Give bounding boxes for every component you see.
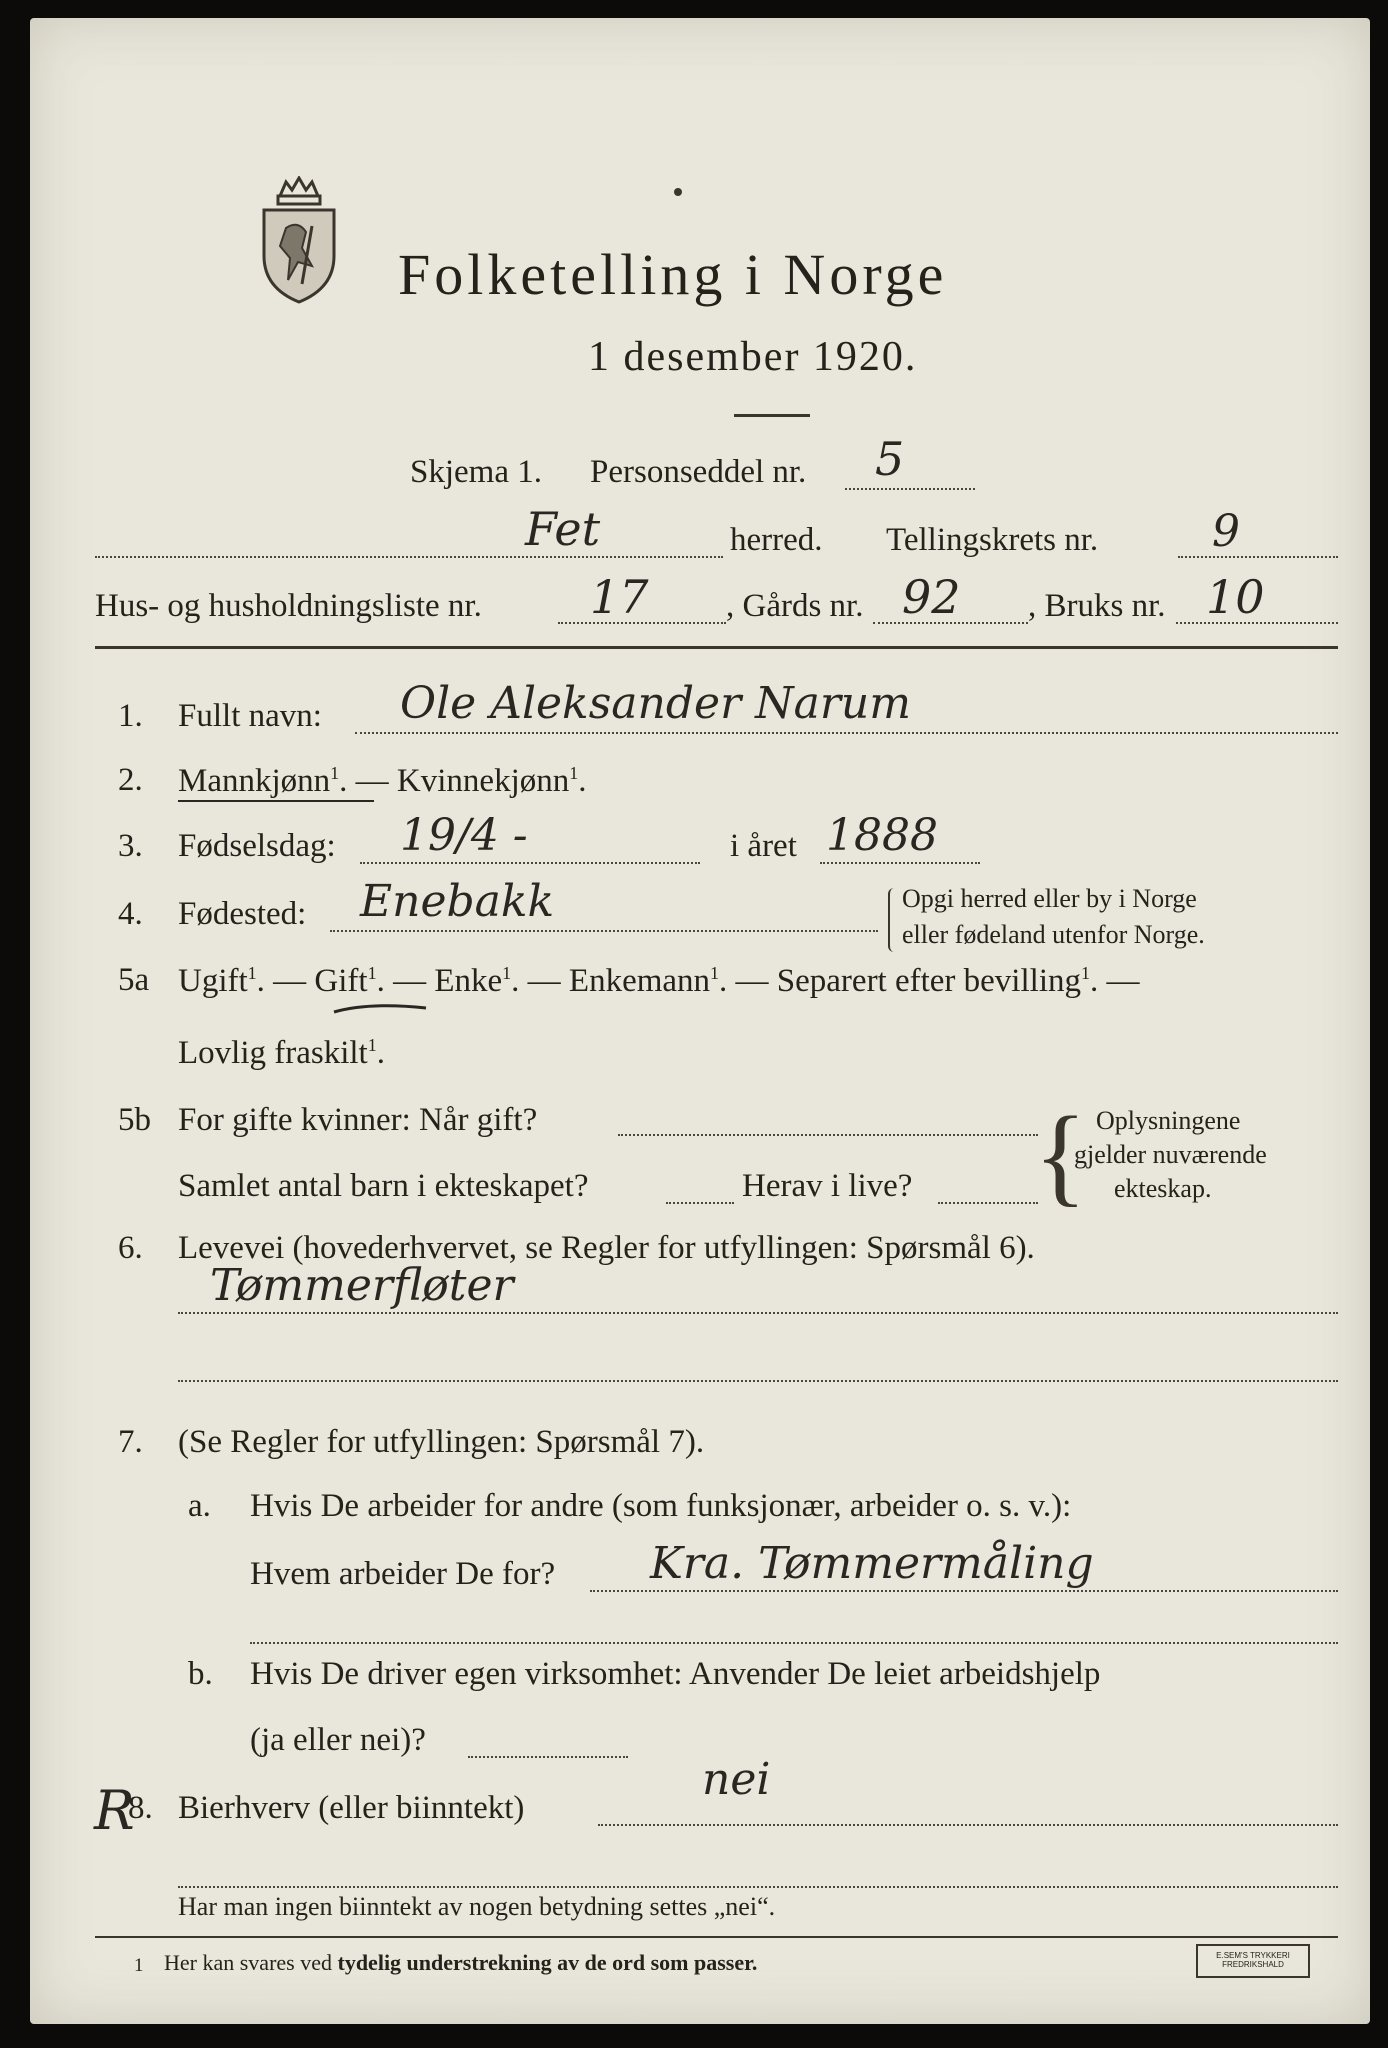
personseddel-label: Personseddel nr.: [590, 454, 807, 490]
q7a-line-2: [250, 1642, 1338, 1644]
q5b-number: 5b: [118, 1102, 151, 1138]
q5b-note-1: Oplysningene: [1096, 1106, 1241, 1135]
husliste-value: 17: [590, 570, 649, 624]
title-divider: [734, 414, 810, 417]
q7-label: (Se Regler for utfyllingen: Spørsmål 7).: [178, 1424, 705, 1460]
footnote-part-a: Her kan svares ved: [164, 1950, 338, 1975]
gards-value: 92: [902, 570, 961, 624]
q4-number: 4.: [118, 896, 143, 932]
q1-number: 1.: [118, 698, 143, 734]
personseddel-line: [845, 488, 975, 490]
q2-end: .: [578, 763, 587, 799]
q7b-text: Hvis De driver egen virksomhet: Anvender De leiet arbeidshjelp: [250, 1656, 1101, 1692]
q5a-sep-2: . —: [376, 963, 435, 999]
personseddel-value: 5: [875, 432, 905, 486]
herred-label: herred.: [730, 522, 823, 558]
separert-option: Separert efter bevilling: [776, 963, 1081, 999]
q2-options: [178, 764, 587, 798]
q5a-sup-5: 1: [1080, 963, 1090, 983]
full-name-value: Ole Aleksander Narum: [400, 678, 911, 729]
q5a-end: .: [376, 1035, 385, 1071]
male-option: Mannkjønn: [178, 763, 331, 799]
footnote-rule: [95, 1936, 1338, 1938]
birthplace-value: Enebakk: [360, 876, 555, 927]
q2-number: 2.: [118, 762, 143, 798]
printer-line-2: FREDRIKSHALD: [1222, 1960, 1284, 1969]
q7a-line: [590, 1590, 1338, 1592]
q5b-line-3: [938, 1202, 1038, 1204]
q3-line: [360, 862, 700, 864]
coat-of-arms-icon: [258, 176, 340, 306]
q4-line: [330, 930, 878, 932]
q5b-label-2: Samlet antal barn i ekteskapet?: [178, 1168, 589, 1204]
q5a-tail: . —: [1089, 963, 1140, 999]
q4-label: Fødested:: [178, 896, 307, 932]
q5a-sup-4: 1: [710, 963, 720, 983]
q4-note-2: eller fødeland utenfor Norge.: [902, 920, 1205, 949]
side-income-value: nei: [702, 1754, 771, 1805]
decorative-dot: [674, 188, 682, 196]
q5a-sep-4: . —: [719, 963, 777, 999]
census-date: 1 desember 1920.: [588, 334, 918, 380]
q6-line-2: [178, 1380, 1338, 1382]
birthdate-value: 19/4 -: [400, 810, 528, 861]
q5b-note-3: ekteskap.: [1114, 1174, 1212, 1203]
q7b-line: [468, 1756, 628, 1758]
occupation-value: Tømmerfløter: [210, 1260, 514, 1311]
q7a-letter: a.: [188, 1488, 211, 1524]
q8-line: [598, 1824, 1338, 1826]
footnote-text: [164, 1952, 757, 1974]
form-title: Folketelling i Norge: [398, 242, 948, 307]
q8-label: Bierhverv (eller biinntekt): [178, 1790, 525, 1826]
q5b-line-1: [618, 1134, 1038, 1136]
q5a-sup-1: 1: [247, 963, 257, 983]
male-underline: [178, 800, 374, 802]
tellingskrets-value: 9: [1212, 506, 1240, 557]
employer-value: Kra. Tømmermåling: [650, 1538, 1094, 1589]
q4-brace: [888, 888, 898, 952]
tellingskrets-line: [1178, 556, 1338, 558]
herred-line: [95, 556, 723, 558]
bruks-label: , Bruks nr.: [1028, 588, 1166, 624]
header-rule: [95, 646, 1338, 649]
q6-label: Levevei (hovederhvervet, se Regler for utfyllingen: Spørsmål 6).: [178, 1230, 1035, 1266]
q2-sup-2: 1: [569, 763, 579, 783]
q7b-letter: b.: [188, 1656, 213, 1692]
q5b-brace: {: [1034, 1094, 1087, 1216]
ugift-option: Ugift: [178, 963, 248, 999]
q5a-options: [178, 964, 1139, 998]
husliste-label: Hus- og husholdningsliste nr.: [95, 588, 482, 624]
year-label: i året: [730, 828, 797, 864]
tellingskrets-label: Tellingskrets nr.: [886, 522, 1099, 558]
q5a-sup-2: 1: [367, 963, 377, 983]
q4-note-1: Opgi herred eller by i Norge: [902, 884, 1197, 913]
census-form: [30, 18, 1370, 2024]
q3-label: Fødselsdag:: [178, 828, 336, 864]
q2-separator: . —: [339, 763, 397, 799]
enkemann-option: Enkemann: [568, 963, 711, 999]
q5a-sup-3: 1: [502, 963, 512, 983]
q5b-label-3: Herav i live?: [742, 1168, 913, 1204]
q1-line: [355, 732, 1338, 734]
q8-line-2: [178, 1886, 1338, 1888]
q5b-note-2: gjelder nuværende: [1074, 1140, 1267, 1169]
q5a-sup-6: 1: [367, 1035, 377, 1055]
fraskilt-option: Lovlig fraskilt: [178, 1035, 368, 1071]
footnote-number: 1: [134, 1955, 144, 1976]
footnote-part-b: tydelig understrekning av de ord som passer.: [337, 1950, 758, 1975]
q2-sup-1: 1: [330, 763, 340, 783]
q5a-sep-3: . —: [511, 963, 569, 999]
bruks-value: 10: [1206, 570, 1265, 624]
printer-mark: [1196, 1944, 1310, 1978]
female-option: Kvinnekjønn: [396, 763, 570, 799]
q1-label: Fullt navn:: [178, 698, 322, 734]
q7a-text: Hvis De arbeider for andre (som funksjonær, arbeider o. s. v.):: [250, 1488, 1072, 1524]
q7a-question: Hvem arbeider De for?: [250, 1556, 556, 1592]
nei-note: Har man ingen biinntekt av nogen betydning settes „nei“.: [178, 1892, 776, 1921]
margin-mark: R: [94, 1779, 135, 1842]
birth-year-value: 1888: [826, 810, 938, 861]
schema-label: Skjema 1.: [410, 454, 542, 490]
q5a-number: 5a: [118, 962, 150, 998]
herred-value: Fet: [525, 502, 601, 556]
gift-underline: [330, 998, 430, 1018]
q6-line-1: [178, 1312, 1338, 1314]
q7b-question: (ja eller nei)?: [250, 1722, 426, 1758]
q8-number: 8.: [128, 1790, 153, 1826]
q5a-sep-1: . —: [256, 963, 315, 999]
q7-number: 7.: [118, 1424, 143, 1460]
gards-label: , Gårds nr.: [726, 588, 864, 624]
q5b-label-1: For gifte kvinner: Når gift?: [178, 1102, 538, 1138]
q6-number: 6.: [118, 1230, 143, 1266]
q3-number: 3.: [118, 828, 143, 864]
year-line: [820, 862, 980, 864]
q5b-line-2: [666, 1202, 734, 1204]
printer-line-1: E.SEM'S TRYKKERI: [1216, 1951, 1290, 1960]
q5a-line2: [178, 1036, 385, 1070]
gift-option: Gift: [314, 963, 368, 999]
enke-option: Enke: [434, 963, 503, 999]
